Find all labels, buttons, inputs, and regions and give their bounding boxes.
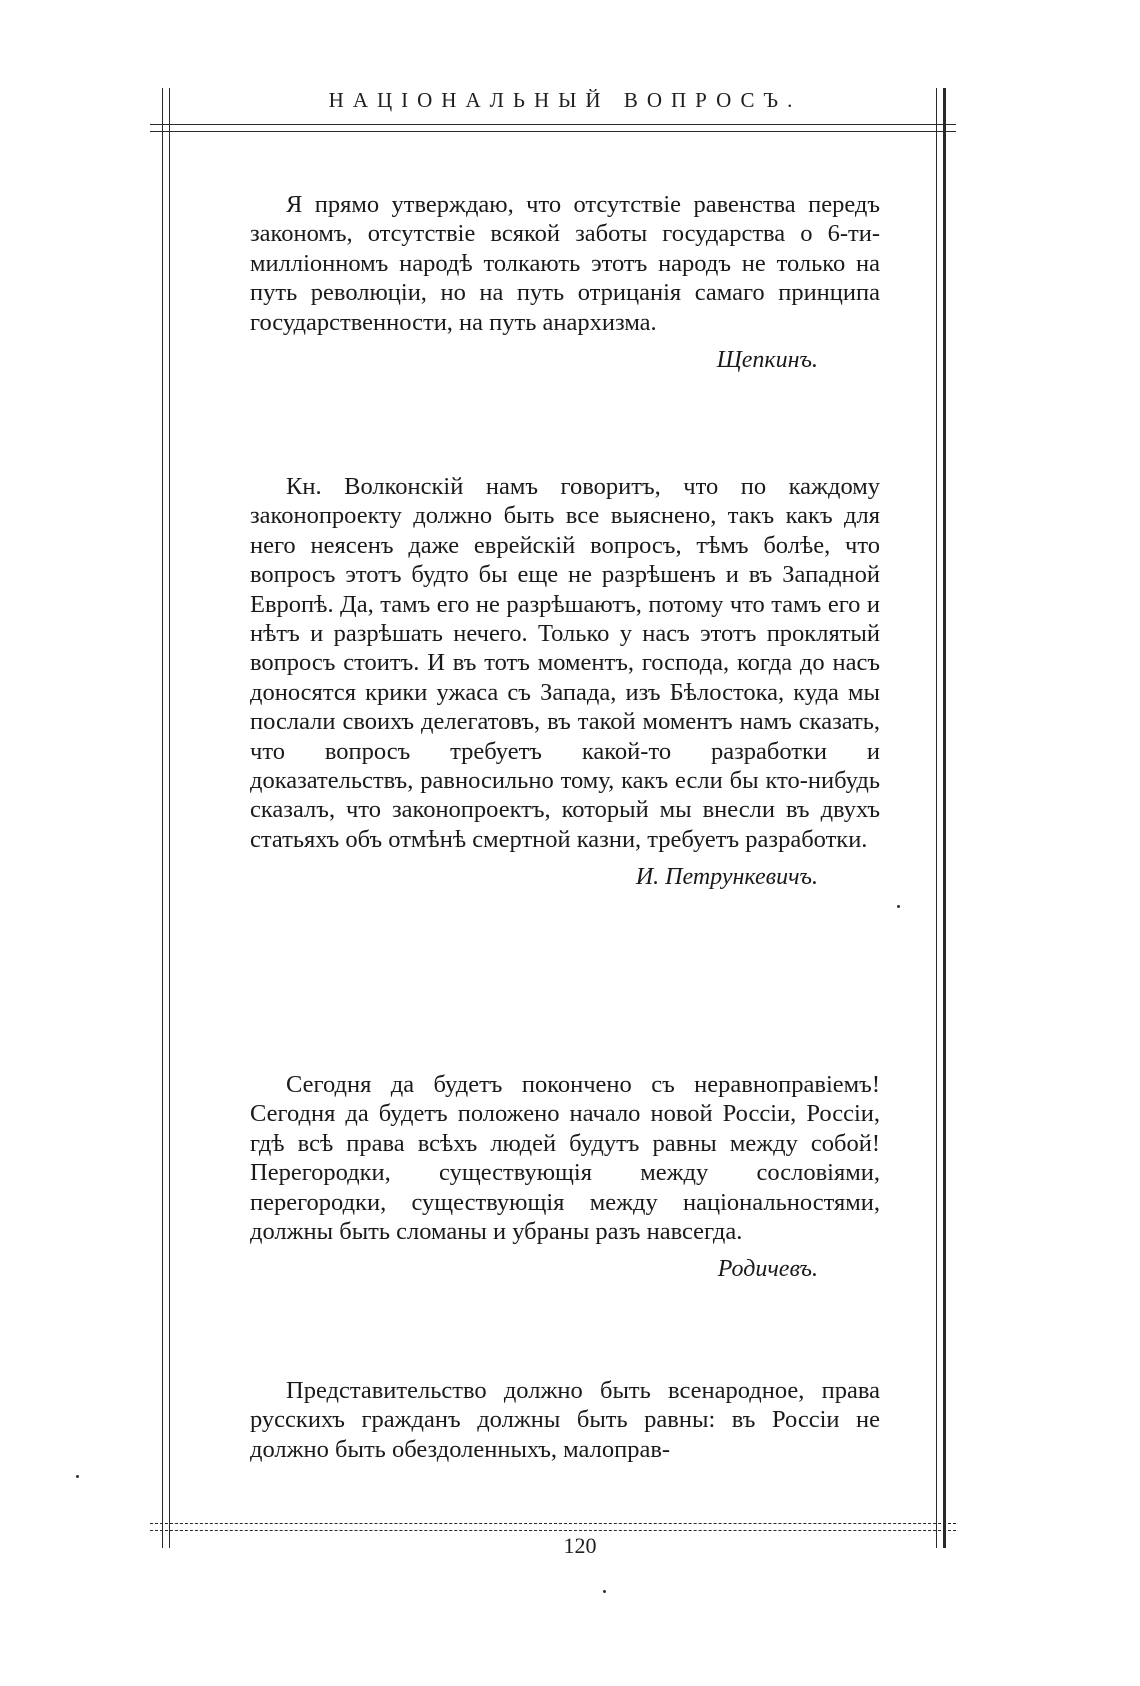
quote-text: Представительство должно быть всенародное, права русскихъ гражданъ должны быть равны: въ Россіи не должно быть обездоленныхъ, малоправ-	[250, 1377, 880, 1463]
quote-block-1	[250, 190, 880, 374]
frame-left-outer-rule	[162, 88, 163, 1548]
quote-block-4	[250, 1376, 880, 1464]
quote-text: Сегодня да будетъ покончено съ неравноправіемъ! Сегодня да будетъ положено начало новой Россіи, Россіи, гдѣ всѣ права всѣхъ людей будутъ равны между собой! Перегородки, существующія между сословіями, перегородки, существующія между національностями, должны быть сломаны и убраны разъ навсегда.	[250, 1071, 880, 1246]
quote-author: И. Петрункевичъ.	[635, 864, 818, 891]
print-speck	[897, 905, 900, 908]
frame-right-outer-rule	[943, 88, 946, 1548]
frame-left-inner-rule	[169, 88, 170, 1548]
frame-top-rule-2	[150, 131, 956, 132]
quote-author: Щепкинъ.	[716, 347, 818, 374]
quote-block-3	[250, 1070, 880, 1283]
running-title: НАЦІОНАЛЬНЫЙ ВОПРОСЪ.	[328, 88, 802, 112]
frame-bottom-rule-2	[150, 1530, 956, 1531]
print-speck	[76, 1475, 79, 1478]
quote-author: Родичевъ.	[717, 1256, 818, 1283]
quote-text: Кн. Волконскій намъ говоритъ, что по каждому законопроекту должно быть все выяснено, такъ какъ для него неясенъ даже еврейскій вопросъ, тѣмъ болѣе, что вопросъ этотъ будто бы еще не разрѣшенъ и въ Западной Европѣ. Да, тамъ его не разрѣшаютъ, потому что тамъ его и нѣтъ и разрѣшать нечего. Только у насъ этотъ проклятый вопросъ стоитъ. И въ тотъ моментъ, господа, когда до насъ доносятся крики ужаса съ Запада, изъ Бѣлостока, куда мы послали своихъ делегатовъ, въ такой моментъ намъ сказать, что вопросъ требуетъ какой-то разработки и доказательствъ, равносильно тому, какъ если бы кто-нибудь сказалъ, что законопроектъ, который мы внесли въ двухъ статьяхъ объ отмѣнѣ смертной казни, требуетъ разработки.	[250, 473, 880, 853]
page-number: 120	[563, 1533, 597, 1558]
quote-block-2	[250, 472, 880, 891]
quote-text: Я прямо утверждаю, что отсутствіе равенства передъ закономъ, отсутствіе всякой заботы государства о 6-ти-милліонномъ народѣ толкають этотъ народъ не только на путь революціи, но на путь отрицанія самаго принципа государственности, на путь анархизма.	[250, 191, 880, 336]
print-speck	[603, 1590, 606, 1593]
frame-bottom-rule-1	[150, 1523, 956, 1524]
frame-top-rule-1	[150, 124, 956, 125]
frame-right-inner-rule	[936, 88, 937, 1548]
